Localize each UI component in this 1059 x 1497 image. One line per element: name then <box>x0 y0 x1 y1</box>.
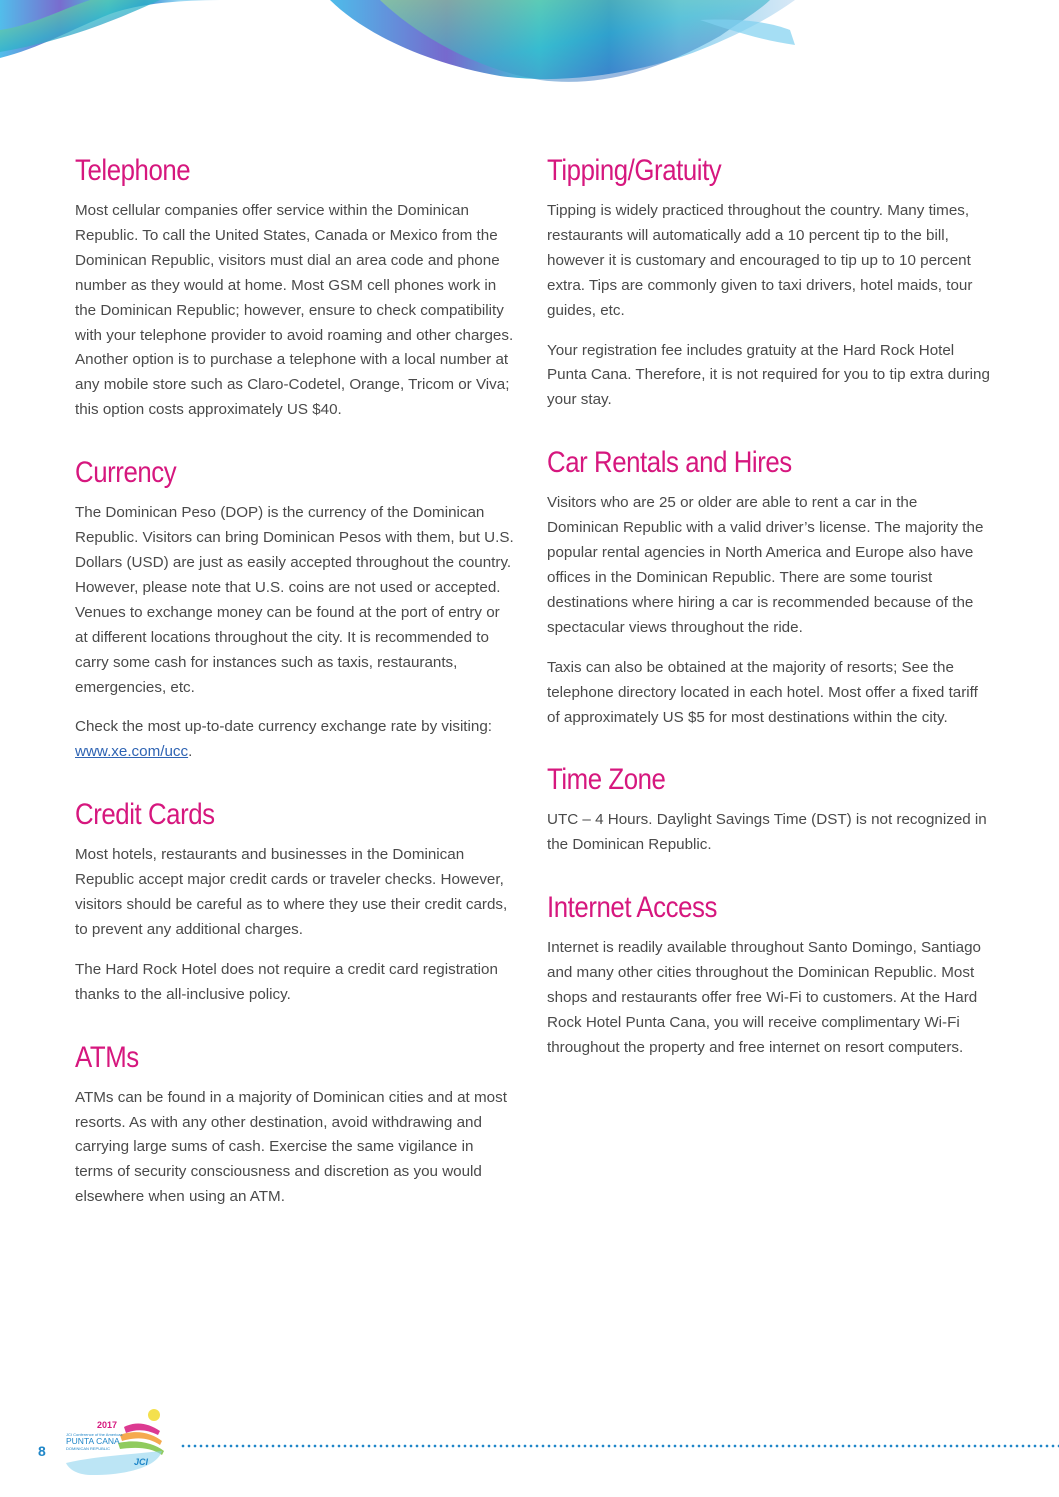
link-trailing-text: . <box>188 743 193 761</box>
section-paragraph: Tipping is widely practiced throughout the country. Many times, restaurants will automatically add a 10 percent tip to the bill, however it is customary and encouraged to tip up to 10 percent extra. Tips are commonly given to taxi drivers, hotel maids, tour guides, etc. <box>547 202 973 319</box>
section-paragraph: The Hard Rock Hotel does not require a credit card registration thanks to the all-inclusive policy. <box>75 960 498 1003</box>
section-paragraph: UTC – 4 Hours. Daylight Savings Time (DST) is not recognized in the Dominican Republic. <box>547 811 987 854</box>
currency-section <box>75 454 515 765</box>
jci-logo-text: JCI <box>134 1457 149 1467</box>
atms-section <box>75 1039 515 1211</box>
section-paragraph: Internet is readily available throughout Santo Domingo, Santiago and many other cities throughout the Dominican Republic. Most shops and restaurants offer free Wi-Fi to customers. At the Hard Rock Hotel Punta Cana, you will receive complimentary Wi-Fi throughout the property and free internet on resort computers. <box>547 939 981 1056</box>
section-heading: Internet Access <box>547 891 717 925</box>
section-paragraph: Taxis can also be obtained at the majority of resorts; See the telephone directory located in each hotel. Most offer a fixed tariff of approximately US $5 for most destinations within the city. <box>547 658 978 726</box>
section-heading: Time Zone <box>547 763 666 797</box>
page-number: 8 <box>38 1443 46 1459</box>
section-heading: Currency <box>75 456 177 490</box>
tipping-section <box>547 152 992 413</box>
logo-country: DOMINICAN REPUBLIC <box>66 1446 111 1451</box>
logo-name: PUNTA CANA <box>66 1436 120 1446</box>
section-heading: Car Rentals and Hires <box>547 446 792 480</box>
logo-subtitle: JCI Conference of the Americas <box>66 1432 123 1437</box>
left-column <box>75 152 515 1241</box>
right-column <box>547 152 992 1092</box>
section-heading: ATMs <box>75 1040 139 1074</box>
credit-cards-section <box>75 796 515 1007</box>
section-paragraph: Most cellular companies offer service within the Dominican Republic. To call the United States, Canada or Mexico from the Dominican Republic, visitors must dial an area code and phone number as they would at home. Most GSM cell phones work in the Dominican Republic; however, ensure to check compatibility with your telephone provider to avoid roaming and other charges. Another option is to purchase a telephone with a local number at any mobile store such as Claro-Codetel, Orange, Tricom or Viva; this option costs approximately US $40. <box>75 202 514 419</box>
logo-year: 2017 <box>97 1420 118 1430</box>
exchange-rate-paragraph <box>75 715 515 765</box>
section-heading: Credit Cards <box>75 798 215 832</box>
section-paragraph: ATMs can be found in a majority of Dominican cities and at most resorts. As with any other destination, avoid withdrawing and carrying large sums of cash. Exercise the same vigilance in terms of security consciousness and discretion as you would elsewhere when using an ATM. <box>75 1088 507 1206</box>
section-paragraph: Visitors who are 25 or older are able to rent a car in the Dominican Republic with a valid driver’s license. The majority the popular rental agencies in North America and Europe also have offices in the Dominican Republic. There are some tourist destinations where hiring a car is recommended because of the spectacular views throughout the ride. <box>547 494 984 636</box>
car-rentals-section <box>547 444 992 730</box>
dotted-divider <box>180 1444 1059 1448</box>
section-paragraph: Your registration fee includes gratuity at the Hard Rock Hotel Punta Cana. Therefore, it is not required for you to tip extra during your stay. <box>547 341 990 409</box>
link-intro-text: Check the most up-to-date currency exchange rate by visiting: <box>75 718 493 736</box>
section-heading: Telephone <box>75 154 191 187</box>
decorative-banner <box>0 0 1059 90</box>
section-paragraph: Most hotels, restaurants and businesses in the Dominican Republic accept major credit cards or traveler checks. However, visitors should be careful as to where they use their credit cards, to prevent any additional charges. <box>75 846 508 938</box>
time-zone-section <box>547 761 992 858</box>
exchange-rate-link[interactable]: www.xe.com/ucc <box>75 743 189 761</box>
section-paragraph: The Dominican Peso (DOP) is the currency of the Dominican Republic. Visitors can bring Dominican Pesos with them, but U.S. Dollars (USD) are just as easily accepted throughout the country. However, please note that U.S. coins are not used or accepted. Venues to exchange money can be found at the port of entry or at different locations throughout the city. It is recommended to carry some cash for instances such as taxis, restaurants, emergencies, etc. <box>75 504 514 696</box>
section-heading: Tipping/Gratuity <box>547 154 722 187</box>
internet-access-section <box>547 889 992 1061</box>
telephone-section <box>75 152 515 423</box>
